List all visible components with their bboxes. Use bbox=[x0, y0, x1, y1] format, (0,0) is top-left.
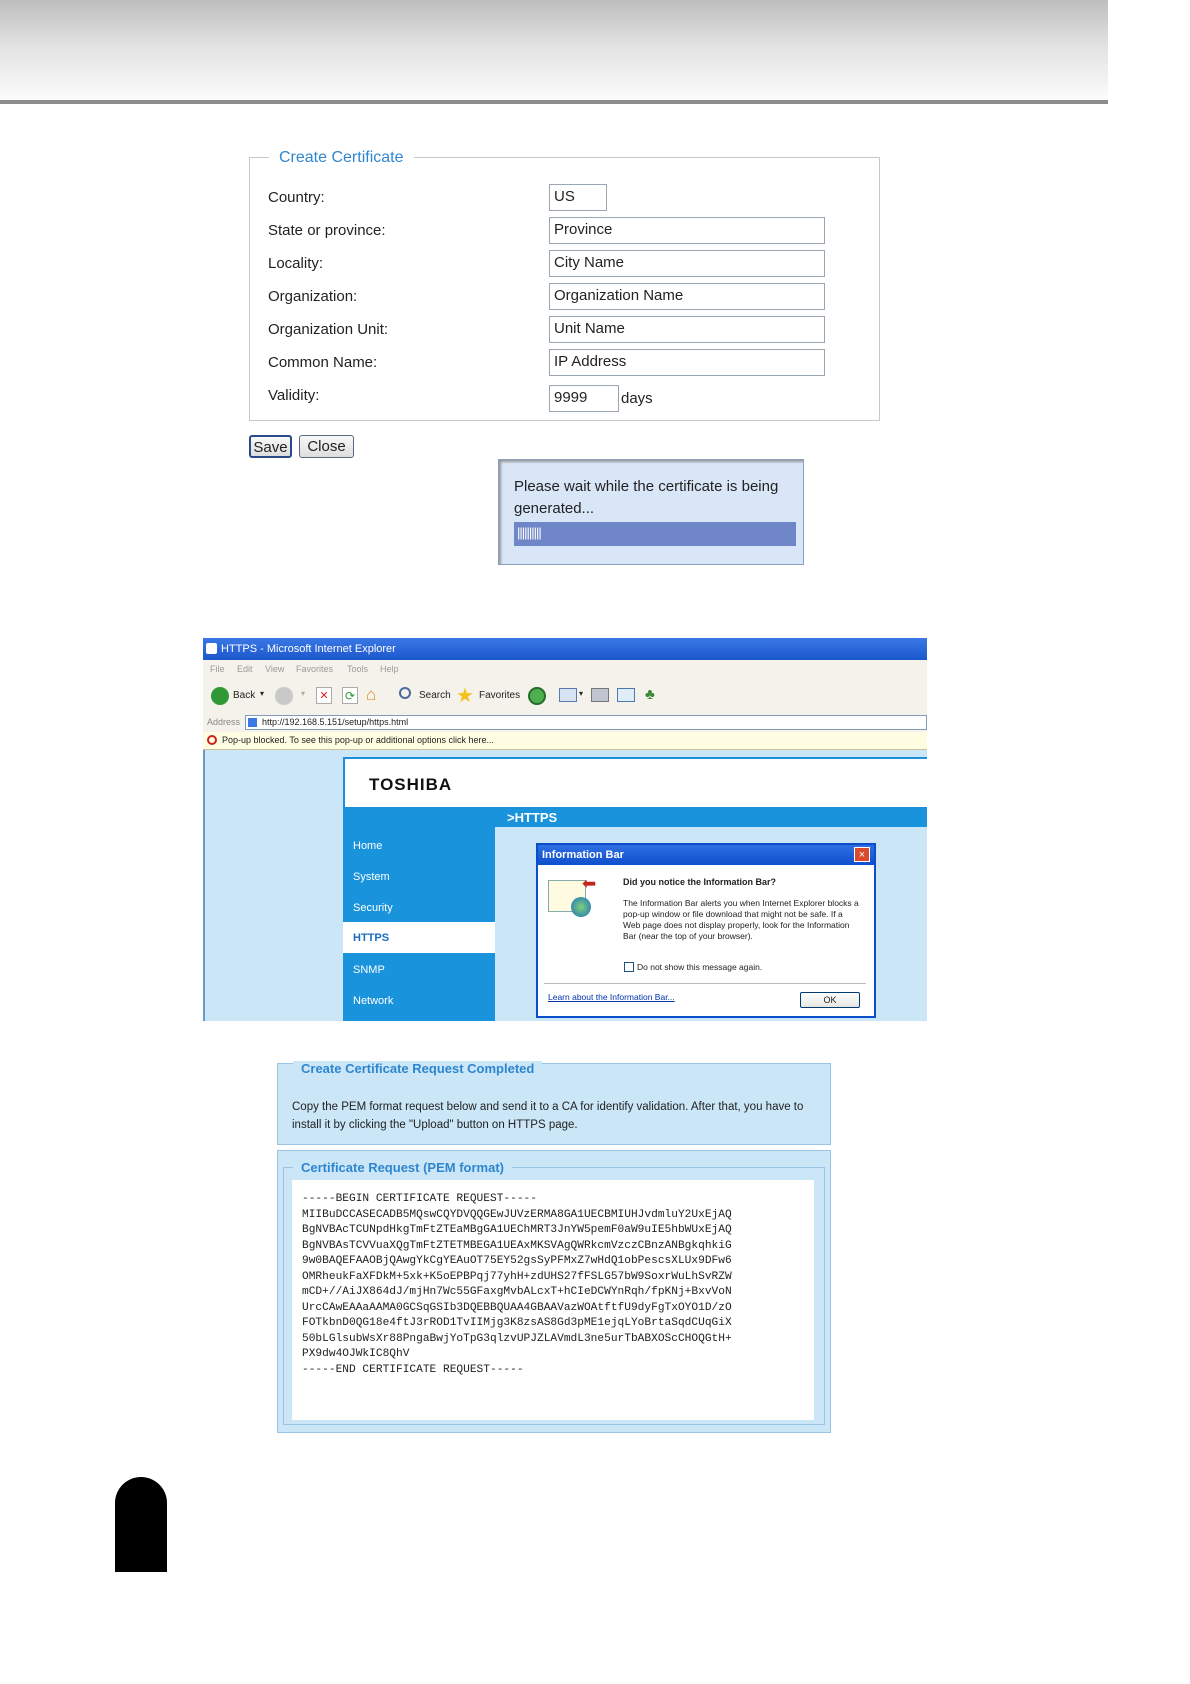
state-input[interactable]: Province bbox=[549, 217, 825, 244]
wait-message-line2: generated... bbox=[514, 500, 595, 517]
sidebar-item-system[interactable]: System bbox=[353, 871, 390, 883]
stop-icon[interactable]: ✕ bbox=[316, 687, 332, 704]
sidebar-item-security[interactable]: Security bbox=[353, 902, 393, 914]
pem-line: mCD+//AiJX864dJ/mjHn7Wc55GFaxgMvbALcxT+hCIeDCWYnRqh/fpKNj+BxvVoN bbox=[302, 1286, 732, 1298]
forward-icon[interactable] bbox=[275, 687, 293, 705]
locality-input[interactable]: City Name bbox=[549, 250, 825, 277]
page-left-edge bbox=[203, 750, 205, 1021]
menu-help[interactable]: Help bbox=[380, 664, 399, 674]
pem-line: -----BEGIN CERTIFICATE REQUEST----- bbox=[302, 1193, 537, 1205]
dont-show-label[interactable]: Do not show this message again. bbox=[637, 962, 763, 972]
ok-button[interactable]: OK bbox=[800, 992, 860, 1008]
pem-line: PX9dw4OJWkIC8QhV bbox=[302, 1348, 410, 1360]
divider bbox=[544, 983, 866, 984]
search-label[interactable]: Search bbox=[419, 690, 451, 701]
history-icon[interactable] bbox=[528, 687, 546, 705]
sidebar-item-snmp[interactable]: SNMP bbox=[353, 964, 385, 976]
pem-line: FOTkbnD0QG18e4ftJ3rROD1TvIIMjg3K8zsAS8Gd3pME1ejqLYoBrtaSqdCUqGiX bbox=[302, 1317, 732, 1329]
validity-input[interactable]: 9999 bbox=[549, 385, 619, 412]
favorites-label[interactable]: Favorites bbox=[479, 690, 521, 701]
country-input[interactable]: US bbox=[549, 184, 607, 211]
wait-message-line1: Please wait while the certificate is being bbox=[514, 478, 779, 495]
menu-favorites[interactable]: Favorites bbox=[296, 664, 334, 674]
home-icon[interactable]: ⌂ bbox=[366, 685, 377, 704]
globe-icon bbox=[571, 897, 591, 917]
request-completed-text-line1: Copy the PEM format request below and send it to a CA for identify validation. After that, you have to bbox=[292, 1101, 804, 1113]
organization-unit-input[interactable]: Unit Name bbox=[549, 316, 825, 343]
dont-show-checkbox[interactable] bbox=[624, 962, 634, 972]
refresh-icon[interactable]: ⟳ bbox=[342, 687, 358, 704]
request-completed-legend: Create Certificate Request Completed bbox=[293, 1061, 542, 1076]
dialog-body bbox=[538, 865, 874, 1016]
messenger-icon[interactable]: ♣ bbox=[645, 686, 655, 703]
common-name-input[interactable]: IP Address bbox=[549, 349, 825, 376]
sidebar-item-network[interactable]: Network bbox=[353, 995, 394, 1007]
section-title-bar bbox=[343, 809, 927, 827]
menu-tools[interactable]: Tools bbox=[347, 664, 369, 674]
pem-textarea[interactable] bbox=[292, 1180, 814, 1420]
sidebar-item-home[interactable]: Home bbox=[353, 840, 383, 852]
validity-unit: days bbox=[621, 390, 653, 407]
arrow-icon: ⬅ bbox=[582, 874, 597, 893]
page-header-band bbox=[0, 0, 1108, 100]
search-icon[interactable] bbox=[399, 687, 411, 699]
pem-line: 9w0BAQEFAAOBjQAwgYkCgYEAuOT75EY52gsSyPFMxZ7wHdQ1obPescsXLUx9DFw6 bbox=[302, 1255, 732, 1267]
toshiba-logo: TOSHIBA bbox=[369, 775, 453, 794]
back-dropdown-icon[interactable]: ▾ bbox=[260, 689, 265, 698]
learn-more-link[interactable]: Learn about the Information Bar... bbox=[548, 992, 675, 1002]
organization-input[interactable]: Organization Name bbox=[549, 283, 825, 310]
back-label[interactable]: Back bbox=[233, 690, 256, 701]
ie-app-icon bbox=[206, 643, 217, 654]
page-icon bbox=[248, 718, 257, 727]
dialog-title: Information Bar bbox=[542, 849, 624, 861]
popup-blocked-text[interactable]: Pop-up blocked. To see this pop-up or additional options click here... bbox=[222, 735, 494, 745]
pem-line: BgNVBAcTCUNpdHkgTmFtZTEaMBgGA1UEChMRT3JnYW5pemF0aW9uIE5hbWUxEjAQ bbox=[302, 1224, 732, 1236]
state-label: State or province: bbox=[268, 222, 386, 239]
sidebar-item-https[interactable]: HTTPS bbox=[353, 932, 390, 944]
print-icon[interactable] bbox=[591, 688, 609, 702]
pem-line: MIIBuDCCASECADB5MQswCQYDVQQGEwJUVzERMA8GA1UECBMIUHJvdmluY2UxEjAQ bbox=[302, 1208, 732, 1221]
request-completed-text-line2: install it by clicking the "Upload" button on HTTPS page. bbox=[292, 1119, 578, 1131]
dialog-body-line4: Bar (near the top of your browser). bbox=[623, 931, 753, 941]
locality-label: Locality: bbox=[268, 255, 324, 272]
ie-title-bar bbox=[203, 638, 927, 660]
menu-file[interactable]: File bbox=[210, 664, 225, 674]
pem-panel-legend: Certificate Request (PEM format) bbox=[293, 1160, 512, 1175]
organization-label: Organization: bbox=[268, 288, 358, 305]
ie-title-text: HTTPS - Microsoft Internet Explorer bbox=[221, 643, 396, 655]
dialog-body-line2: pop-up window or file download that might not be safe. If a bbox=[623, 909, 843, 919]
dialog-title-bar bbox=[538, 845, 874, 865]
save-button[interactable]: Save bbox=[249, 435, 292, 458]
dialog-body-line1: The Information Bar alerts you when Internet Explorer blocks a bbox=[623, 898, 859, 908]
edit-icon[interactable] bbox=[617, 688, 635, 702]
address-bar[interactable]: http://192.168.5.151/setup/https.html bbox=[245, 715, 927, 730]
popup-blocked-icon bbox=[207, 735, 217, 745]
common-name-label: Common Name: bbox=[268, 354, 378, 371]
menu-edit[interactable]: Edit bbox=[237, 664, 253, 674]
information-bar[interactable] bbox=[203, 732, 927, 750]
information-bar-dialog bbox=[536, 843, 876, 1018]
pem-line: BgNVBAsTCVVuaXQgTmFtZTETMBEGA1UEAxMKSVAgQWRkcmVzczCBnzANBgkqhkiG bbox=[302, 1239, 732, 1252]
mail-icon[interactable] bbox=[559, 688, 577, 702]
ie-window bbox=[203, 638, 927, 1021]
organization-unit-label: Organization Unit: bbox=[268, 321, 389, 338]
page-tab-marker bbox=[115, 1477, 167, 1572]
brand-header bbox=[343, 757, 927, 809]
forward-dropdown-icon[interactable]: ▾ bbox=[301, 689, 306, 698]
favorites-icon[interactable]: ★ bbox=[456, 685, 474, 707]
header-divider bbox=[0, 100, 1108, 104]
validity-label: Validity: bbox=[268, 387, 320, 404]
close-button[interactable]: Close bbox=[299, 435, 354, 458]
close-icon[interactable]: × bbox=[854, 847, 870, 862]
pem-line: 50bLGlsubWsXr88PngaBwjYoTpG3qlzvUPJZLAVmdL3ne5urTbABXOScCHOQGtH+ bbox=[302, 1332, 732, 1345]
dialog-body-line3: Web page does not display properly, look for the Information bbox=[623, 920, 850, 930]
back-icon[interactable] bbox=[211, 687, 229, 705]
section-title: >HTTPS bbox=[507, 810, 558, 825]
mail-dropdown-icon[interactable]: ▾ bbox=[579, 689, 584, 698]
address-label: Address bbox=[207, 717, 241, 727]
menu-view[interactable]: View bbox=[265, 664, 285, 674]
pem-line: UrcCAwEAAaAAMA0GCSqGSIb3DQEBBQUAA4GBAAVazWOAtftfU9dyFgTxOYO1D/zO bbox=[302, 1301, 732, 1314]
pem-line: -----END CERTIFICATE REQUEST----- bbox=[302, 1363, 524, 1376]
progress-bar bbox=[514, 522, 796, 546]
country-label: Country: bbox=[268, 189, 325, 206]
pem-line: OMRheukFaXFDkM+5xk+K5oEPBPqj77yhH+zdUHS27fFSLG57bW9SoxrWuLhSvRZW bbox=[302, 1270, 732, 1283]
dialog-heading: Did you notice the Information Bar? bbox=[623, 877, 777, 887]
progress-ticks: |||||||||| bbox=[517, 525, 541, 540]
create-certificate-legend: Create Certificate bbox=[269, 149, 414, 167]
